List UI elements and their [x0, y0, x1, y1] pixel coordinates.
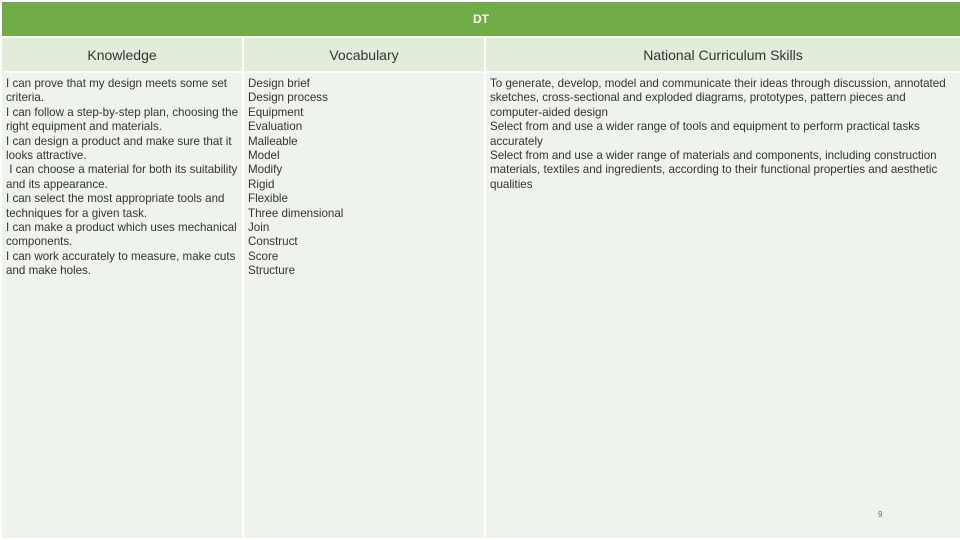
knowledge-item: I can follow a step-by-step plan, choosing the right equipment and materials.	[6, 105, 239, 134]
vocabulary-item: Evaluation	[248, 120, 303, 134]
page-number: 9	[878, 510, 883, 519]
vocabulary-item: Malleable	[248, 134, 298, 148]
vocabulary-item: Equipment	[248, 105, 304, 119]
knowledge-item: I can make a product which uses mechanical components.	[6, 221, 237, 249]
knowledge-item: I can work accurately to measure, make cuts and make holes.	[6, 249, 236, 278]
knowledge-list	[2, 73, 242, 279]
knowledge-item: I can choose a material for both its suitability and its appearance.	[6, 163, 241, 191]
knowledge-item: I can design a product and make sure that it looks attractive.	[6, 134, 232, 163]
vocabulary-item: Rigid	[248, 177, 275, 191]
header-skills: National Curriculum Skills	[485, 37, 960, 72]
header-knowledge: Knowledge	[1, 37, 243, 72]
skills-item: Select from and use a wider range of materials and components, including construction materials, textiles and ingredients, according to their functional properties and aesthetic qualities	[490, 149, 938, 191]
vocabulary-item: Construct	[248, 235, 298, 249]
knowledge-item: I can select the most appropriate tools and techniques for a given task.	[6, 192, 225, 220]
vocabulary-item: Structure	[248, 264, 296, 278]
vocabulary-item: Modify	[248, 163, 283, 177]
skills-cell	[485, 72, 960, 539]
header-vocabulary: Vocabulary	[243, 37, 485, 72]
vocabulary-list	[244, 73, 484, 279]
skills-item: To generate, develop, model and communicate their ideas through discussion, annotated sketches, cross-sectional and exploded diagrams, prototypes, pattern pieces and computer-aided design	[490, 77, 946, 119]
vocabulary-item: Three dimensional	[248, 206, 344, 220]
vocabulary-item: Flexible	[248, 192, 288, 206]
skills-item: Select from and use a wider range of tools and equipment to perform practical tasks accurately	[490, 120, 920, 148]
vocabulary-item: Model	[248, 149, 280, 163]
vocabulary-item: Design process	[248, 91, 328, 105]
skills-list	[486, 73, 960, 192]
knowledge-item: I can prove that my design meets some set criteria.	[6, 77, 228, 105]
vocabulary-item: Design brief	[248, 77, 310, 90]
knowledge-cell	[1, 72, 243, 539]
vocabulary-item: Join	[248, 221, 270, 235]
vocabulary-item: Score	[248, 249, 279, 263]
table-title: DT	[1, 1, 960, 37]
vocabulary-cell	[243, 72, 485, 539]
